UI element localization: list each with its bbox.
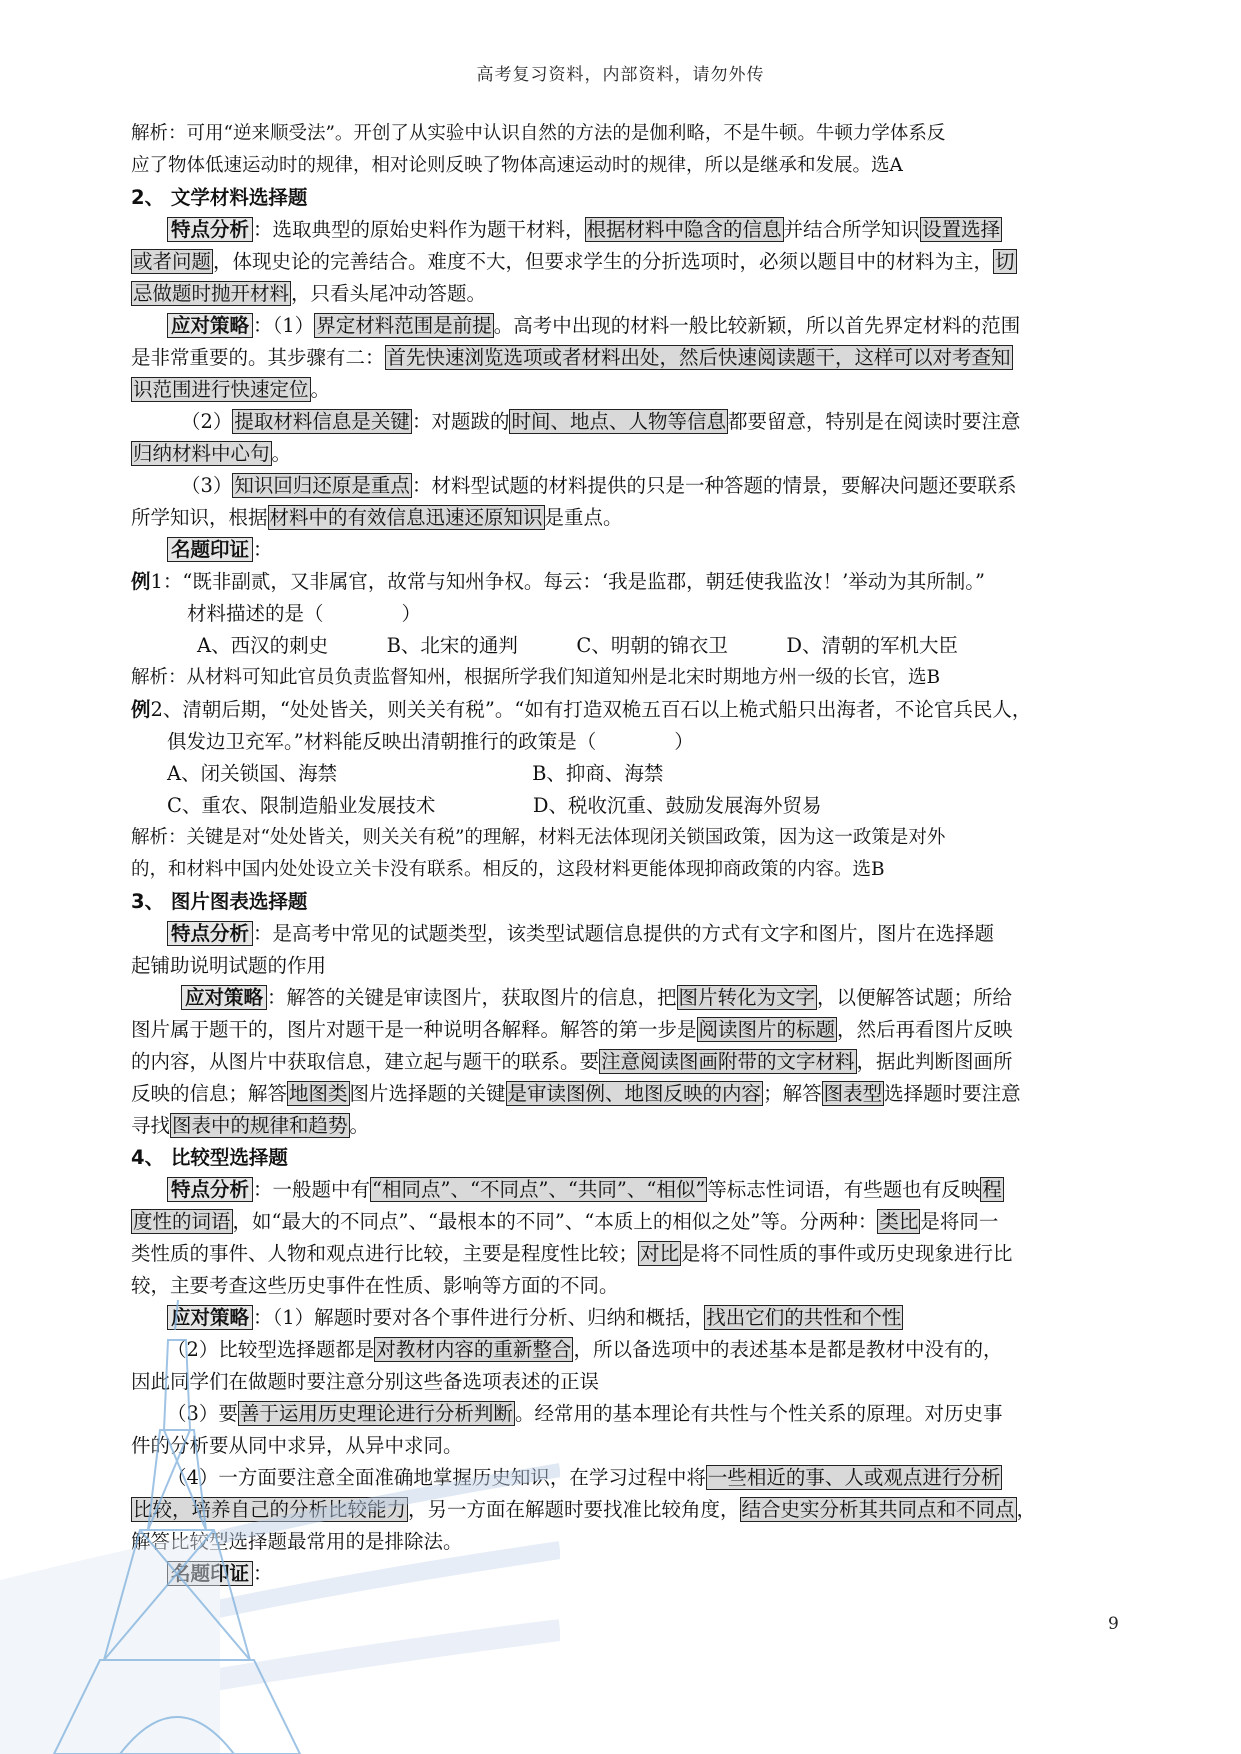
text-line [131,342,1113,374]
text-run: 。 [271,442,292,465]
highlighted-text: 识范围进行快速定位 [133,378,309,401]
text-run: 反映的信息；解答 [131,1082,288,1105]
text-line [131,406,1113,438]
highlighted-text: 或者问题 [133,250,212,273]
text-line [131,534,1113,566]
text-run: ：选取典型的原始史料作为题干材料， [253,218,585,241]
text-run: ，所以备选项中的表述基本是都是教材中没有的， [573,1338,1003,1361]
highlighted-text: 度性的词语 [133,1210,231,1233]
text-line [131,1014,1113,1046]
highlighted-text: 找出它们的共性和个性 [706,1306,902,1329]
section-heading: 3、 图片图表选择题 [131,890,308,913]
text-line [131,726,1113,758]
section-label: 特点分析 [167,1177,253,1202]
text-run: 2、清朝后期，“处处皆关，则关关有税”。“如有打造双桅五百石以上桅式船只出海者，不论官兵民人， [150,698,1032,721]
text-run: 1：“既非副贰，又非属官，故常与知州争权。每云：‘我是监郡，朝廷使我监汝！’举动为其所制。” [150,570,986,593]
highlighted-text: 比较，培养自己的分析比较能力 [133,1498,407,1521]
text-line [131,886,1113,918]
text-line [131,1366,1113,1398]
text-run: 解析：关键是对“处处皆关，则关关有税”的理解，材料无法体现闭关锁国政策，因为这一政策是对外 [131,827,946,848]
text-line [131,438,1113,470]
highlighted-text: 材料中的有效信息迅速还原知识 [269,506,543,529]
text-run: 所学知识，根据 [131,506,268,529]
highlighted-text: 地图类 [289,1082,348,1105]
text-run: ：解答的关键是审读图片，获取图片的信息，把 [267,986,677,1009]
text-run: ，体现史论的完善结合。难度不大，但要求学生的分折选项时，必须以题目中的材料为主， [213,250,994,273]
section-label: 名题印证 [167,1561,253,1586]
text-run: 较，主要考查这些历史事件在性质、影响等方面的不同。 [131,1274,619,1297]
section-label: 特点分析 [167,921,253,946]
example-label: 例 [131,570,151,593]
text-run: C、重农、限制造船业发展技术 D、税收沉重、鼓励发展海外贸易 [167,794,822,817]
text-line [131,246,1113,278]
text-line [131,150,1113,182]
text-line [131,598,1113,630]
text-run: 是将同一 [920,1210,999,1233]
text-line [131,1270,1113,1302]
text-line [131,1110,1113,1142]
text-run: 是重点。 [544,506,623,529]
text-run: （2）比较型选择题都是 [167,1338,375,1361]
text-run: 是非常重要的。其步骤有二： [131,346,385,369]
text-run: ：是高考中常见的试题类型，该类型试题信息提供的方式有文字和图片，图片在选择题 [253,922,995,945]
text-line [131,1078,1113,1110]
text-run: （4）一方面要注意全面准确地掌握历史知识，在学习过程中将 [167,1466,706,1489]
text-line [131,790,1113,822]
text-line [131,1238,1113,1270]
highlighted-text: 对比 [640,1242,680,1265]
page-header: 高考复习资料，内部资料，请勿外传 [476,65,765,85]
text-line [131,1142,1113,1174]
highlighted-text: 图表型 [823,1082,883,1105]
highlighted-text: 是审读图例、地图反映的内容 [507,1082,762,1105]
highlighted-text: 首先快速浏览选项或者材料出处，然后快速阅读题干，这样可以对考查知 [386,346,1011,369]
highlighted-text: 类比 [879,1210,919,1233]
text-run: ：对题跋的 [411,410,510,433]
text-line [131,822,1113,854]
highlighted-text: 归纳材料中心句 [133,442,270,465]
text-line [131,694,1113,726]
text-line [131,214,1113,246]
highlighted-text: 图片转化为文字 [678,986,816,1009]
text-run: A、闭关锁国、海禁 B、抑商、海禁 [167,762,664,785]
text-run: ，只看头尾冲动答题。 [291,282,487,305]
text-run: ： [253,538,273,561]
highlighted-text: 切 [995,250,1015,273]
text-run: 。 [349,1114,370,1137]
text-line [131,1334,1113,1366]
highlighted-text: 阅读图片的标题 [698,1018,836,1041]
text-run: 应了物体低速运动时的规律，相对论则反映了物体高速运动时的规律，所以是继承和发展。选A [131,155,903,176]
text-run: 选择题时要注意 [884,1082,1021,1105]
highlighted-text: 设置选择 [922,218,1001,241]
text-run: ，然后再看图片反映 [837,1018,1013,1041]
text-line [131,1046,1113,1078]
text-line [131,630,1113,662]
section-heading: 4、 比较型选择题 [131,1146,288,1169]
text-run: 都要留意，特别是在阅读时要注意 [727,410,1021,433]
text-run: 俱发边卫充军。”材料能反映出清朝推行的政策是（ ） [167,730,694,753]
text-run: 件的分析要从同中求异，从异中求同。 [131,1434,463,1457]
highlighted-text: 注意阅读图画附带的文字材料 [601,1050,855,1073]
text-run: ，如“最大的不同点”、“最根本的不同”、“本质上的相似之处”等。分两种： [232,1210,878,1233]
text-line [131,758,1113,790]
text-run: ；解答 [763,1082,822,1105]
example-label: 例 [131,698,151,721]
section-label: 名题印证 [167,537,253,562]
text-line [131,1398,1113,1430]
text-line [131,1174,1113,1206]
highlighted-text: 善于运用历史理论进行分析判断 [239,1402,513,1425]
text-line [131,1206,1113,1238]
text-run: 材料描述的是（ ） [187,602,422,625]
highlighted-text: 图表中的规律和趋势 [172,1114,348,1137]
text-run: 类性质的事件、人物和观点进行比较，主要是程度性比较； [131,1242,639,1265]
text-run: 解析：从材料可知此官员负责监督知州，根据所学我们知道知州是北宋时期地方州一级的长官，选B [131,667,941,688]
text-line [131,1494,1113,1526]
text-run: ，另一方面在解题时要找准比较角度， [408,1498,740,1521]
section-label: 应对策略 [181,985,267,1010]
text-line [131,1526,1113,1558]
text-run: 等标志性词语，有些题也有反映 [707,1178,981,1201]
text-run: 的内容，从图片中获取信息，建立起与题干的联系。要 [131,1050,600,1073]
highlighted-text: 知识回归还原是重点 [234,474,410,497]
text-run: ： [253,1562,273,1585]
text-run: （3） [181,474,233,497]
text-run: 解析：可用“逆来顺受法”。开创了从实验中认识自然的方法的是伽利略，不是牛顿。牛顿力学体系反 [131,123,946,144]
text-run: 因此同学们在做题时要注意分别这些备选项表述的正误 [131,1370,600,1393]
text-run: 。经常用的基本理论有共性与个性关系的原理。对历史事 [514,1402,1003,1425]
text-run: 。高考中出现的材料一般比较新颖，所以首先界定材料的范围 [493,314,1021,337]
text-run: 起铺助说明试题的作用 [131,954,327,977]
text-line [131,374,1113,406]
text-line [131,118,1113,150]
text-line [131,1302,1113,1334]
text-line [131,854,1113,886]
section-label: 应对策略 [167,313,253,338]
text-line [131,662,1113,694]
text-run: ：一般题中有 [253,1178,371,1201]
text-line [131,1430,1113,1462]
highlighted-text: 根据材料中隐含的信息 [586,218,782,241]
text-run: （3）要 [167,1402,238,1425]
text-line [131,1462,1113,1494]
section-label: 特点分析 [167,217,253,242]
text-run: （2） [181,410,233,433]
text-run: 。 [310,378,331,401]
document-body [131,118,1113,1590]
text-run: ，以便解答试题；所给 [817,986,1013,1009]
text-line [131,470,1113,502]
highlighted-text: 程 [982,1178,1002,1201]
text-run: 并结合所学知识 [783,218,921,241]
text-run: ：材料型试题的材料提供的只是一种答题的情景，要解决问题还要联系 [411,474,1017,497]
text-line [131,566,1113,598]
text-line [131,982,1113,1014]
text-run: ，据此判断图画所 [856,1050,1013,1073]
section-heading: 2、 文学材料选择题 [131,186,308,209]
highlighted-text: 时间、地点、人物等信息 [511,410,726,433]
text-line [131,918,1113,950]
highlighted-text: 界定材料范围是前提 [316,314,492,337]
highlighted-text: “相同点”、“不同点”、“共同”、“相似” [372,1178,706,1201]
page-number: 9 [1108,1614,1119,1634]
text-run: 图片选择题的关键 [349,1082,506,1105]
text-run: 解答比较型选择题最常用的是排除法。 [131,1530,463,1553]
text-run: 寻找 [131,1114,171,1137]
text-line [131,502,1113,534]
text-run: A、西汉的刺史 B、北宋的通判 C、明朝的锦衣卫 D、清朝的军机大臣 [197,634,958,657]
text-line [131,950,1113,982]
text-run: 是将不同性质的事件或历史现象进行比 [681,1242,1013,1265]
highlighted-text: 忌做题时抛开材料 [133,282,290,305]
highlighted-text: 对教材内容的重新整合 [376,1338,572,1361]
text-run: 图片属于题干的，图片对题干是一种说明各解释。解答的第一步是 [131,1018,697,1041]
text-run: ， [1016,1498,1037,1521]
text-run: 的，和材料中国内处处设立关卡没有联系。相反的，这段材料更能体现抑商政策的内容。选B [131,859,885,880]
section-label: 应对策略 [167,1305,253,1330]
highlighted-text: 结合史实分析其共同点和不同点 [741,1498,1015,1521]
text-line [131,310,1113,342]
text-line [131,182,1113,214]
text-line [131,1558,1113,1590]
text-line [131,278,1113,310]
text-run: ：（1） [253,314,315,337]
highlighted-text: 提取材料信息是关键 [234,410,410,433]
text-run: ：（1）解题时要对各个事件进行分析、归纳和概括， [253,1306,705,1329]
highlighted-text: 一些相近的事、人或观点进行分析 [707,1466,1001,1489]
